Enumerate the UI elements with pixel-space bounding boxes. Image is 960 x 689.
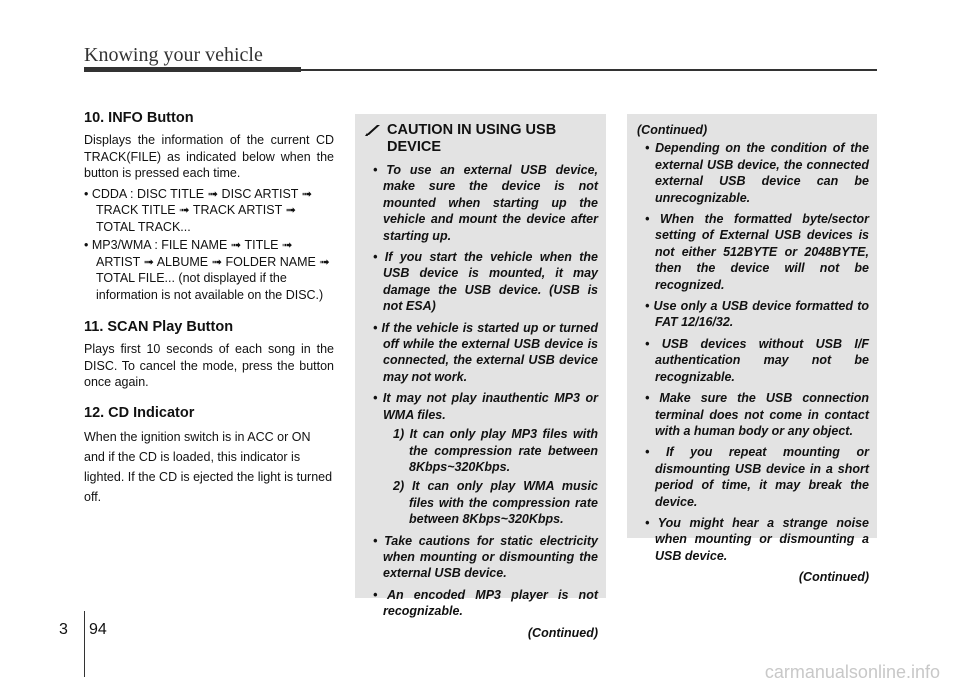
caution-item: • When the formatted byte/sector setting of External USB devices is not either 512BYTE or 2048BYTE, then the device will not be recognized. bbox=[645, 212, 869, 292]
header-rule-thick bbox=[84, 67, 301, 72]
cd-indicator-heading: 12. CD Indicator bbox=[84, 404, 195, 421]
caution-item: • If you repeat mounting or dismounting USB device in a short period of time, it may break the device. bbox=[645, 445, 869, 509]
cd-indicator-text: When the ignition switch is in ACC or ON and if the CD is loaded, this indicator is lighted. If the CD is ejected the light is turned off. bbox=[84, 429, 333, 504]
continued-label-bottom: (Continued) bbox=[798, 570, 869, 585]
caution-item bbox=[365, 390, 598, 527]
caution-item: • Take cautions for static electricity when mounting or dismounting the external USB device. bbox=[373, 533, 598, 581]
watermark: carmanualsonline.info bbox=[764, 662, 940, 682]
header-rule-thin bbox=[301, 69, 877, 71]
caution-item: • You might hear a strange noise when mounting or dismounting a USB device. bbox=[645, 515, 869, 563]
caution-pencil-icon bbox=[365, 123, 387, 140]
continued-label: (Continued) bbox=[527, 625, 598, 640]
caution-item: • Depending on the condition of the external USB device, the connected external USB device can be unrecognizable. bbox=[645, 141, 869, 205]
caution-subitem: 1) It can only play MP3 files with the compression rate between 8Kbps~320Kbps. bbox=[393, 427, 598, 474]
caution-list bbox=[365, 162, 598, 620]
caution-header bbox=[365, 122, 598, 156]
chapter-number: 3 bbox=[59, 621, 68, 638]
caution-title: CAUTION IN USING USB DEVICE bbox=[387, 122, 557, 155]
left-column bbox=[84, 110, 334, 507]
caution-subitem: 2) It can only play WMA music files with the compression rate between 8Kbps~320Kbps. bbox=[393, 479, 598, 527]
caution-item: • USB devices without USB I/F authentication may not be recognizable. bbox=[645, 336, 869, 384]
caution-item: • Make sure the USB connection terminal does not come in contact with a human body or any object. bbox=[645, 391, 869, 438]
caution-item: • If the vehicle is started up or turned off while the external USB device is connected, the external USB device may not work. bbox=[373, 320, 598, 384]
info-bullet-cdda: • CDDA : DISC TITLE ➟ DISC ARTIST ➟ TRACK TITLE ➟ TRACK ARTIST ➟ TOTAL TRACK... bbox=[84, 186, 313, 234]
caution-item: • Use only a USB device formatted to FAT 12/16/32. bbox=[645, 299, 869, 330]
caution-box-continued bbox=[627, 114, 877, 585]
info-bullet-list bbox=[84, 186, 334, 304]
caution-list-continued bbox=[637, 140, 869, 564]
caution-item-text: • It may not play inauthentic MP3 or WMA files. bbox=[373, 391, 598, 422]
info-bullet-mp3: • MP3/WMA : FILE NAME ➟ TITLE ➟ ARTIST ➟ ALBUME ➟ FOLDER NAME ➟ TOTAL FILE... (not displayed if the information is not available on the DISC.) bbox=[84, 238, 330, 302]
info-heading: 10. INFO Button bbox=[84, 110, 194, 126]
page-section-title: Knowing your vehicle bbox=[84, 44, 263, 66]
page-number: 94 bbox=[89, 621, 107, 638]
caution-item: • An encoded MP3 player is not recognizable. bbox=[373, 587, 598, 619]
caution-item: • To use an external USB device, make sure the device is not mounted when starting up the vehicle and mount the device after starting up. bbox=[373, 163, 598, 243]
footer-divider bbox=[84, 611, 85, 677]
scan-heading: 11. SCAN Play Button bbox=[84, 319, 234, 335]
continued-label-top: (Continued) bbox=[637, 123, 708, 137]
info-text: Displays the information of the current CD TRACK(FILE) as indicated below when the button is pressed each time. bbox=[84, 133, 334, 180]
caution-box bbox=[355, 114, 606, 640]
scan-text: Plays first 10 seconds of each song in the DISC. To cancel the mode, press the button once again. bbox=[84, 342, 334, 389]
caution-item: • If you start the vehicle when the USB device is mounted, it may damage the USB device. (USB is not ESA) bbox=[373, 250, 598, 314]
